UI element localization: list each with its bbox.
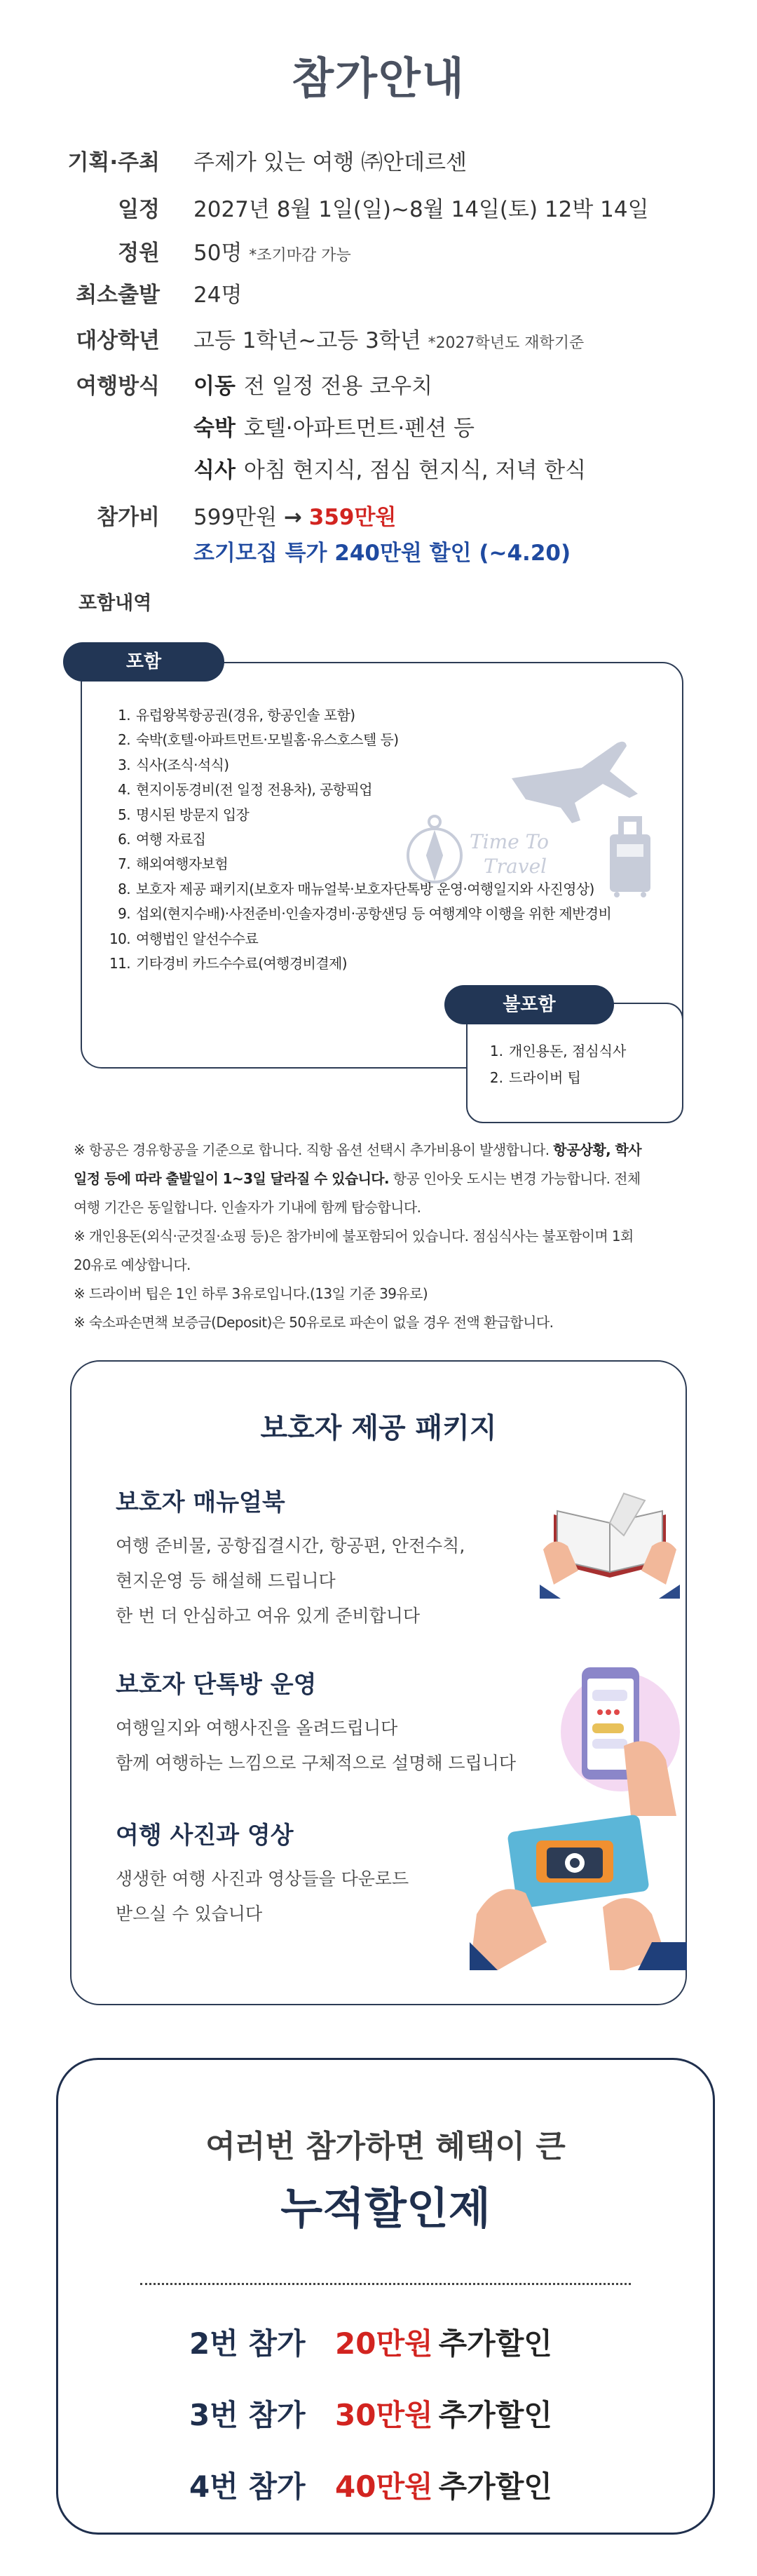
new-price: 359만원 [308, 505, 397, 530]
list-item: 9. 섭외(현지수배)·사전준비·인솔자경비·공항샌딩 등 여행계약 이행을 위한 제반경비 [118, 905, 612, 923]
early-discount: 조기모집 특가 240만원 할인 (~4.20) [193, 541, 571, 566]
discount-title: 누적할인제 [280, 2183, 491, 2234]
method-lodging [193, 410, 475, 442]
package-text: 여행 준비물, 공항집결시간, 항공편, 안전수칙, 현지운영 등 해설해 드립니다 한 번 더 안심하고 여유 있게 준비합니다 [116, 1536, 465, 1626]
method-transport [193, 368, 432, 400]
grade-label: 대상학년 [76, 328, 160, 353]
list-item: 11. 기타경비 카드수수료(여행경비결제) [109, 954, 347, 972]
phone-icon [554, 1655, 687, 1816]
discount-tier: 2번 참가 20만원 추가할인 [189, 2326, 552, 2361]
camera-photo-icon [470, 1802, 687, 1970]
grade-range: 고등 1학년~고등 3학년 [193, 328, 421, 353]
included-section-label: 포함내역 [79, 592, 152, 614]
illustration-text: Time To [470, 830, 550, 853]
schedule-label: 일정 [118, 197, 160, 222]
minimum-value: 24명 [193, 283, 243, 308]
list-item: 1. 유럽왕복항공권(경유, 항공인솔 포함) [118, 707, 355, 724]
minimum-label: 최소출발 [76, 283, 160, 308]
fee-value [193, 499, 396, 531]
capacity-note: *조기마감 가능 [249, 247, 351, 264]
list-item: 2. 숙박(호텔·아파트먼트·모빌홈·유스호스텔 등) [118, 731, 399, 749]
package-text: 여행일지와 여행사진을 올려드립니다 함께 여행하는 느낌으로 구체적으로 설명해 드립니다 [116, 1718, 517, 1773]
excluded-badge: 불포함 [444, 985, 614, 1024]
method-label: 여행방식 [76, 374, 160, 399]
list-item: 4. 현지이동경비(전 일정 전용차), 공항픽업 [118, 781, 372, 799]
arrow-icon: → [283, 505, 302, 530]
note-line: ※ 드라이버 팁은 1인 하루 3유로입니다.(13일 기준 39유로) [74, 1285, 428, 1302]
package-heading: 여행 사진과 영상 [116, 1822, 294, 1850]
list-item: 3. 식사(조식·석식) [118, 756, 229, 773]
grade-note: *2027학년도 재학기준 [428, 334, 585, 352]
included-list [104, 703, 664, 976]
capacity-label: 정원 [118, 240, 160, 266]
package-heading: 보호자 단톡방 운영 [116, 1671, 317, 1699]
note-line: 여행 기간은 동일합니다. 인솔자가 기내에 함께 탑승합니다. [74, 1199, 421, 1216]
old-price: 599만원 [193, 505, 278, 530]
illustration-text-2: Travel [484, 855, 547, 878]
method-key: 이동 [193, 374, 236, 399]
grade-value [193, 323, 584, 354]
method-key: 식사 [193, 458, 236, 483]
list-item: 7. 해외여행자보험 [118, 855, 229, 873]
package-heading: 보호자 매뉴얼북 [116, 1489, 285, 1517]
book-icon [540, 1479, 680, 1599]
organizer-label: 기획·주최 [67, 150, 160, 175]
capacity-number: 50명 [193, 240, 243, 266]
list-item: 2. 드라이버 팁 [489, 1069, 581, 1086]
note-line: ※ 개인용돈(외식·군것질·쇼핑 등)은 참가비에 불포함되어 있습니다. 점심식사는 불포함이며 1회 [74, 1228, 634, 1245]
list-item: 8. 보호자 제공 패키지(보호자 매뉴얼북·보호자단톡방 운영·여행일지와 사진영상) [118, 880, 594, 897]
list-item: 10. 여행법인 알선수수료 [109, 930, 259, 947]
method-value: 아침 현지식, 점심 현지식, 저녁 한식 [243, 458, 587, 483]
package-title: 보호자 제공 패키지 [260, 1412, 497, 1444]
note-line: 20유로 예상합니다. [74, 1256, 191, 1273]
list-item: 6. 여행 자료집 [118, 830, 206, 848]
discount-tier: 3번 참가 30만원 추가할인 [189, 2398, 552, 2432]
excluded-list [482, 1038, 626, 1091]
package-text: 생생한 여행 사진과 영상들을 다운로드 받으실 수 있습니다 [116, 1869, 409, 1924]
organizer-value: 주제가 있는 여행 ㈜안데르센 [193, 150, 467, 175]
method-value: 호텔·아파트먼트·펜션 등 [243, 416, 475, 441]
method-value: 전 일정 전용 코우치 [243, 374, 433, 399]
note-line: ※ 항공은 경유항공을 기준으로 합니다. 직항 옵션 선택시 추가비용이 발생합니다. 항공상황, 학사 [74, 1141, 641, 1158]
discount-headline: 여러번 참가하면 혜택이 큰 [205, 2129, 566, 2164]
fee-label: 참가비 [97, 505, 160, 530]
capacity-value [193, 235, 351, 266]
list-item: 5. 명시된 방문지 입장 [118, 806, 250, 823]
discount-tier: 4번 참가 40만원 추가할인 [189, 2469, 552, 2504]
list-item: 1. 개인용돈, 점심식사 [489, 1043, 627, 1059]
dotted-divider [140, 2283, 631, 2285]
schedule-value: 2027년 8월 1일(일)~8월 14일(토) 12박 14일 [193, 197, 649, 222]
page-title: 참가안내 [292, 53, 465, 104]
note-line: 일정 등에 따라 출발일이 1~3일 달라질 수 있습니다. 항공 인아웃 도시는 변경 가능합니다. 전체 [74, 1170, 641, 1187]
method-meals [193, 452, 586, 484]
notes [74, 1136, 704, 1337]
note-line: ※ 숙소파손면책 보증금(Deposit)은 50유로로 파손이 없을 경우 전액 환급합니다. [74, 1314, 554, 1331]
included-badge: 포함 [63, 642, 224, 682]
method-key: 숙박 [193, 416, 236, 441]
